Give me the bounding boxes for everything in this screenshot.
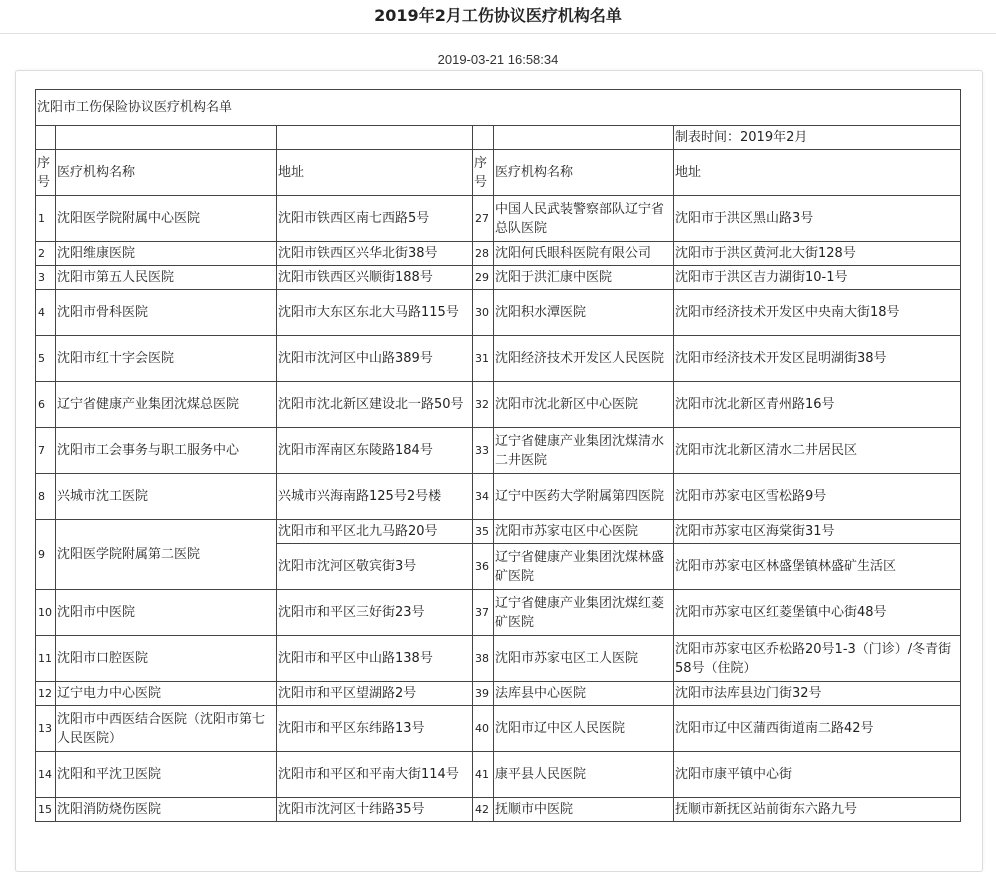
table-row bbox=[36, 266, 961, 290]
row-number: 40 bbox=[473, 706, 494, 752]
hospital-address: 沈阳市铁西区兴华北街38号 bbox=[277, 242, 473, 266]
hospital-name: 辽宁省健康产业集团沈煤林盛矿医院 bbox=[494, 544, 674, 590]
row-number: 34 bbox=[473, 474, 494, 520]
row-number: 13 bbox=[36, 706, 56, 752]
hospital-name: 沈阳医学院附属第二医院 bbox=[56, 520, 277, 590]
hospital-name: 辽宁中医药大学附属第四医院 bbox=[494, 474, 674, 520]
hospital-name: 辽宁省健康产业集团沈煤总医院 bbox=[56, 382, 277, 428]
row-number: 3 bbox=[36, 266, 56, 290]
row-number: 39 bbox=[473, 682, 494, 706]
hospital-address: 沈阳市和平区三好街23号 bbox=[277, 590, 473, 636]
row-number: 4 bbox=[36, 290, 56, 336]
hospital-address: 沈阳市苏家屯区雪松路9号 bbox=[674, 474, 961, 520]
hospital-name: 沈阳市骨科医院 bbox=[56, 290, 277, 336]
hospital-address: 沈阳市苏家屯区林盛堡镇林盛矿生活区 bbox=[674, 544, 961, 590]
hospital-address: 沈阳市和平区东纬路13号 bbox=[277, 706, 473, 752]
table-row bbox=[36, 474, 961, 520]
row-number: 28 bbox=[473, 242, 494, 266]
hospital-address: 沈阳市大东区东北大马路115号 bbox=[277, 290, 473, 336]
hospital-address: 沈阳市法库县边门街32号 bbox=[674, 682, 961, 706]
row-number: 2 bbox=[36, 242, 56, 266]
hospital-name: 辽宁省健康产业集团沈煤清水二井医院 bbox=[494, 428, 674, 474]
hospital-address: 沈阳市苏家屯区海棠街31号 bbox=[674, 520, 961, 544]
row-number: 36 bbox=[473, 544, 494, 590]
table-row bbox=[36, 428, 961, 474]
table-row bbox=[36, 636, 961, 682]
row-number: 29 bbox=[473, 266, 494, 290]
hospital-address: 抚顺市新抚区站前街东六路九号 bbox=[674, 798, 961, 822]
hospital-name: 沈阳市辽中区人民医院 bbox=[494, 706, 674, 752]
hospital-address: 沈阳市和平区和平南大街114号 bbox=[277, 752, 473, 798]
table-row bbox=[36, 196, 961, 242]
row-number: 38 bbox=[473, 636, 494, 682]
hospital-address: 沈阳市沈北新区建设北一路50号 bbox=[277, 382, 473, 428]
row-number: 15 bbox=[36, 798, 56, 822]
table-row bbox=[36, 382, 961, 428]
hospital-address: 沈阳市浑南区东陵路184号 bbox=[277, 428, 473, 474]
hospital-name: 辽宁省健康产业集团沈煤红菱矿医院 bbox=[494, 590, 674, 636]
hospital-address: 沈阳市辽中区蒲西街道南二路42号 bbox=[674, 706, 961, 752]
hospital-name: 辽宁电力中心医院 bbox=[56, 682, 277, 706]
table-row bbox=[36, 682, 961, 706]
row-number: 37 bbox=[473, 590, 494, 636]
hospital-name: 沈阳消防烧伤医院 bbox=[56, 798, 277, 822]
hospital-address: 沈阳市和平区中山路138号 bbox=[277, 636, 473, 682]
hospital-name: 沈阳维康医院 bbox=[56, 242, 277, 266]
hospital-name: 沈阳市苏家屯区工人医院 bbox=[494, 636, 674, 682]
hospital-address: 沈阳市沈北新区清水二井居民区 bbox=[674, 428, 961, 474]
row-number: 30 bbox=[473, 290, 494, 336]
hospital-name: 沈阳市苏家屯区中心医院 bbox=[494, 520, 674, 544]
hospital-name: 沈阳医学院附属中心医院 bbox=[56, 196, 277, 242]
table-row bbox=[36, 798, 961, 822]
made-time: 制表时间：2019年2月 bbox=[674, 126, 961, 150]
hospital-address: 沈阳市和平区望湖路2号 bbox=[277, 682, 473, 706]
header-index: 序号 bbox=[36, 150, 56, 196]
row-number: 1 bbox=[36, 196, 56, 242]
row-number: 27 bbox=[473, 196, 494, 242]
row-number: 41 bbox=[473, 752, 494, 798]
hospital-name: 沈阳于洪汇康中医院 bbox=[494, 266, 674, 290]
hospital-address: 沈阳市苏家屯区红菱堡镇中心街48号 bbox=[674, 590, 961, 636]
table-row bbox=[36, 520, 961, 544]
table-caption: 沈阳市工伤保险协议医疗机构名单 bbox=[36, 90, 961, 126]
hospital-address: 兴城市兴海南路125号2号楼 bbox=[277, 474, 473, 520]
row-number: 31 bbox=[473, 336, 494, 382]
hospital-address: 沈阳市铁西区兴顺街188号 bbox=[277, 266, 473, 290]
row-number: 35 bbox=[473, 520, 494, 544]
row-number: 7 bbox=[36, 428, 56, 474]
hospital-name: 沈阳何氏眼科医院有限公司 bbox=[494, 242, 674, 266]
hospital-address: 沈阳市于洪区黄河北大街128号 bbox=[674, 242, 961, 266]
row-number: 10 bbox=[36, 590, 56, 636]
hospital-name: 沈阳市中西医结合医院（沈阳市第七人民医院） bbox=[56, 706, 277, 752]
row-number: 12 bbox=[36, 682, 56, 706]
hospital-name: 沈阳积水潭医院 bbox=[494, 290, 674, 336]
hospital-address: 沈阳市经济技术开发区中央南大街18号 bbox=[674, 290, 961, 336]
table-row bbox=[36, 752, 961, 798]
hospital-name: 沈阳经济技术开发区人民医院 bbox=[494, 336, 674, 382]
hospital-address: 沈阳市于洪区黑山路3号 bbox=[674, 196, 961, 242]
hospital-address: 沈阳市苏家屯区乔松路20号1-3（门诊）/冬青街58号（住院） bbox=[674, 636, 961, 682]
hospital-address: 沈阳市沈北新区青州路16号 bbox=[674, 382, 961, 428]
publish-timestamp: 2019-03-21 16:58:34 bbox=[437, 52, 559, 67]
row-number: 32 bbox=[473, 382, 494, 428]
page-title: 2019年2月工伤协议医疗机构名单 bbox=[0, 0, 996, 34]
hospital-address: 沈阳市沈河区敬宾街3号 bbox=[277, 544, 473, 590]
hospital-name: 康平县人民医院 bbox=[494, 752, 674, 798]
hospital-name: 兴城市沈工医院 bbox=[56, 474, 277, 520]
row-number: 42 bbox=[473, 798, 494, 822]
row-number: 33 bbox=[473, 428, 494, 474]
hospital-address: 沈阳市沈河区中山路389号 bbox=[277, 336, 473, 382]
hospital-address: 沈阳市康平镇中心街 bbox=[674, 752, 961, 798]
row-number: 6 bbox=[36, 382, 56, 428]
hospital-address: 沈阳市经济技术开发区昆明湖街38号 bbox=[674, 336, 961, 382]
table-row bbox=[36, 590, 961, 636]
header-name: 医疗机构名称 bbox=[494, 150, 674, 196]
header-address: 地址 bbox=[277, 150, 473, 196]
hospital-name: 抚顺市中医院 bbox=[494, 798, 674, 822]
hospital-table bbox=[35, 89, 961, 822]
row-number: 9 bbox=[36, 520, 56, 590]
row-number: 11 bbox=[36, 636, 56, 682]
row-number: 8 bbox=[36, 474, 56, 520]
hospital-name: 沈阳市沈北新区中心医院 bbox=[494, 382, 674, 428]
row-number: 14 bbox=[36, 752, 56, 798]
hospital-name: 沈阳市红十字会医院 bbox=[56, 336, 277, 382]
header-index: 序号 bbox=[473, 150, 494, 196]
hospital-name: 沈阳市中医院 bbox=[56, 590, 277, 636]
table-row bbox=[36, 290, 961, 336]
table-row bbox=[36, 336, 961, 382]
hospital-name: 沈阳市第五人民医院 bbox=[56, 266, 277, 290]
row-number: 5 bbox=[36, 336, 56, 382]
header-address: 地址 bbox=[674, 150, 961, 196]
hospital-address: 沈阳市于洪区吉力湖街10-1号 bbox=[674, 266, 961, 290]
hospital-address: 沈阳市和平区北九马路20号 bbox=[277, 520, 473, 544]
header-name: 医疗机构名称 bbox=[56, 150, 277, 196]
hospital-name: 法库县中心医院 bbox=[494, 682, 674, 706]
content-panel bbox=[15, 70, 983, 872]
hospital-name: 沈阳和平沈卫医院 bbox=[56, 752, 277, 798]
hospital-address: 沈阳市铁西区南七西路5号 bbox=[277, 196, 473, 242]
hospital-address: 沈阳市沈河区十纬路35号 bbox=[277, 798, 473, 822]
table-row bbox=[36, 242, 961, 266]
hospital-name: 中国人民武装警察部队辽宁省总队医院 bbox=[494, 196, 674, 242]
hospital-name: 沈阳市口腔医院 bbox=[56, 636, 277, 682]
table-row bbox=[36, 706, 961, 752]
hospital-name: 沈阳市工会事务与职工服务中心 bbox=[56, 428, 277, 474]
